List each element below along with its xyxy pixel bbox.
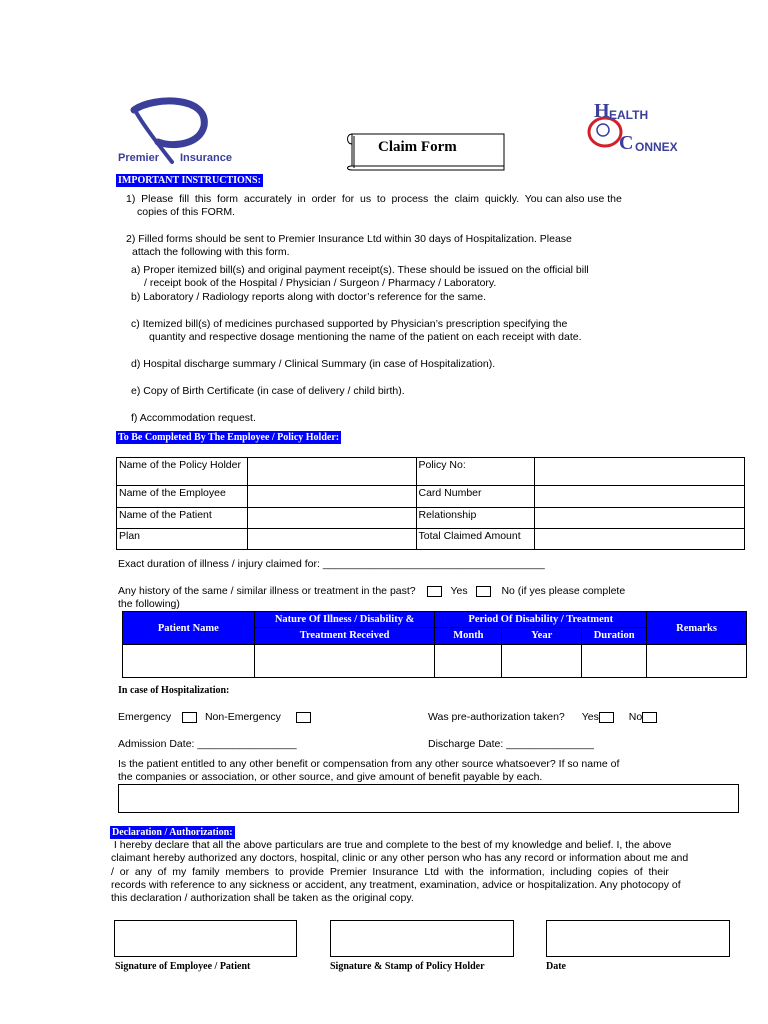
non-emergency-label: Non-Emergency <box>204 711 281 723</box>
label-total-claimed: Total Claimed Amount <box>416 529 535 550</box>
history-table <box>122 611 747 678</box>
instruction-a-line-2: / receipt book of the Hospital / Physician / Surgeon / Pharmacy / Laboratory. <box>144 277 497 289</box>
col-nature-2: Treatment Received <box>254 628 435 645</box>
health-connex-logo <box>585 100 695 160</box>
declaration-line-4: records with reference to any sickness or accident, any treatment, examination, advice or hospitalization. Any photocopy of <box>111 879 681 891</box>
employee-signature-label: Signature of Employee / Patient <box>115 961 251 972</box>
history-yes-checkbox[interactable] <box>427 586 442 597</box>
premier-insurance-logo <box>114 96 244 168</box>
instruction-e: e) Copy of Birth Certificate (in case of delivery / child birth). <box>131 385 405 397</box>
label-plan: Plan <box>117 529 248 550</box>
label-name-patient: Name of the Patient <box>117 508 248 529</box>
label-policy-no: Policy No: <box>416 458 535 486</box>
instruction-d: d) Hospital discharge summary / Clinical Summary (in case of Hospitalization). <box>131 358 496 370</box>
preauth-yes-label: Yes <box>581 711 599 723</box>
claim-form-scroll <box>344 130 508 172</box>
preauth-no-label: No <box>628 711 643 723</box>
declaration-line-2: claimant hereby authorized any doctors, hospital, clinic or any other person who has any record or information about me and <box>111 852 689 864</box>
col-patient-name: Patient Name <box>123 612 255 645</box>
card-number-field[interactable] <box>535 486 745 508</box>
preauth-no-checkbox[interactable] <box>642 712 657 723</box>
history-no-label: No (if yes please complete <box>501 585 626 597</box>
label-name-employee: Name of the Employee <box>117 486 248 508</box>
history-yes-label: Yes <box>450 585 468 597</box>
policy-holder-signature-box[interactable] <box>330 920 514 957</box>
form-title: Claim Form <box>378 139 457 155</box>
cell-patient-name[interactable] <box>123 645 255 678</box>
logo-onnex: ONNEX <box>635 140 678 154</box>
history-no-checkbox[interactable] <box>476 586 491 597</box>
preauth-label: Was pre-authorization taken? <box>428 711 565 723</box>
employee-signature-box[interactable] <box>114 920 297 957</box>
benefit-question-line-2: the companies or association, or other source, and give amount of benefit payable by each. <box>118 771 543 783</box>
instructions-heading: IMPORTANT INSTRUCTIONS: <box>118 175 261 186</box>
relationship-field[interactable] <box>535 508 745 529</box>
instruction-1-line-1: 1) Please fill this form accurately in order for us to process the claim quickly. You can also use the <box>126 193 622 205</box>
instruction-b: b) Laboratory / Radiology reports along with doctor’s reference for the same. <box>131 291 487 303</box>
instruction-c-line-1: c) Itemized bill(s) of medicines purchased supported by Physician’s prescription specifying the <box>131 318 568 330</box>
instruction-2-line-1: 2) Filled forms should be sent to Premier Insurance Ltd within 30 days of Hospitalization. Please <box>126 233 572 245</box>
cell-nature[interactable] <box>254 645 435 678</box>
emergency-label: Emergency <box>118 711 172 723</box>
policy-section-heading: To Be Completed By The Employee / Policy Holder: <box>118 432 340 443</box>
policy-holder-signature-label: Signature & Stamp of Policy Holder <box>330 961 485 972</box>
label-name-policy-holder: Name of the Policy Holder <box>117 458 248 486</box>
logo-h: H <box>594 100 610 122</box>
cell-remarks[interactable] <box>647 645 747 678</box>
col-duration: Duration <box>582 628 647 645</box>
name-employee-field[interactable] <box>247 486 416 508</box>
benefit-question-line-1: Is the patient entitled to any other benefit or compensation from any other source whatsoever? If so name of <box>118 758 620 770</box>
declaration-line-1: I hereby declare that all the above particulars are true and complete to the best of my knowledge and belief. I, the above <box>111 839 672 851</box>
preauth-row <box>428 711 657 724</box>
plan-field[interactable] <box>247 529 416 550</box>
emergency-checkbox[interactable] <box>182 712 197 723</box>
duration-of-illness[interactable]: Exact duration of illness / injury claimed for: ______________________________________ <box>118 558 545 570</box>
col-period: Period Of Disability / Treatment <box>435 612 647 628</box>
history-following: the following) <box>118 598 180 610</box>
logo-text-insurance: Insurance <box>180 152 232 164</box>
cell-duration[interactable] <box>582 645 647 678</box>
preauth-yes-checkbox[interactable] <box>599 712 614 723</box>
name-patient-field[interactable] <box>247 508 416 529</box>
col-nature-1: Nature Of Illness / Disability & <box>254 612 435 628</box>
col-month: Month <box>435 628 502 645</box>
label-card-number: Card Number <box>416 486 535 508</box>
declaration-heading: Declaration / Authorization: <box>112 827 233 838</box>
benefit-answer-field[interactable] <box>118 784 739 813</box>
total-claimed-field[interactable] <box>535 529 745 550</box>
instruction-c-line-2: quantity and respective dosage mentioning the name of the patient on each receipt with date. <box>149 331 582 343</box>
admission-date[interactable]: Admission Date: _________________ <box>118 738 297 750</box>
date-label: Date <box>546 961 566 972</box>
col-year: Year <box>502 628 582 645</box>
label-relationship: Relationship <box>416 508 535 529</box>
instruction-2-line-2: attach the following with this form. <box>132 246 290 258</box>
policy-no-field[interactable] <box>535 458 745 486</box>
cell-month[interactable] <box>435 645 502 678</box>
logo-c: C <box>619 132 634 154</box>
col-remarks: Remarks <box>647 612 747 645</box>
name-policy-holder-field[interactable] <box>247 458 416 486</box>
declaration-line-5: this declaration / authorization shall be taken as the original copy. <box>111 892 414 904</box>
non-emergency-checkbox[interactable] <box>296 712 311 723</box>
hospitalization-heading: In case of Hospitalization: <box>118 685 230 696</box>
policy-holder-table <box>116 457 745 550</box>
date-box[interactable] <box>546 920 730 957</box>
cell-year[interactable] <box>502 645 582 678</box>
logo-text-premier: Premier <box>118 152 159 164</box>
history-label: Any history of the same / similar illness or treatment in the past? <box>118 585 416 597</box>
logo-ealth: EALTH <box>609 108 649 122</box>
instruction-1-line-2: copies of this FORM. <box>137 206 236 218</box>
declaration-line-3: / or any of my family members to provide Premier Insurance Ltd with the information, including copies of their <box>111 866 669 878</box>
instruction-f: f) Accommodation request. <box>131 412 256 424</box>
discharge-date[interactable]: Discharge Date: _______________ <box>428 738 594 750</box>
history-question <box>118 585 625 598</box>
emergency-row <box>118 711 311 724</box>
instruction-a-line-1: a) Proper itemized bill(s) and original payment receipt(s). These should be issued on the official bill <box>131 264 589 276</box>
